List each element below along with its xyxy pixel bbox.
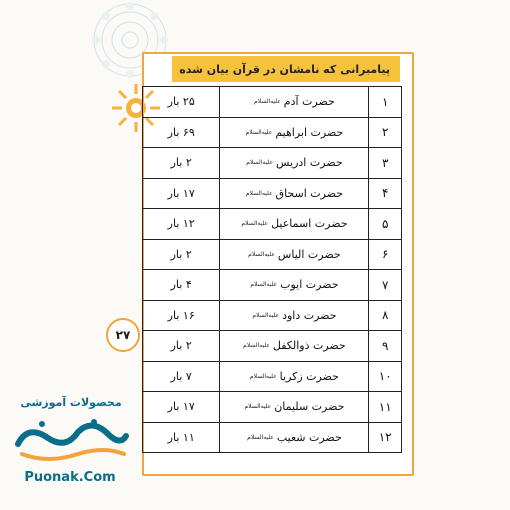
prophet-name: حضرت آدم [283,95,335,109]
honorific-mark: علیه‌السلام [245,189,273,197]
table-row [143,239,402,270]
mention-count: ۱۷ بار [143,178,220,209]
row-number: ۹ [369,331,402,362]
honorific-mark: علیه‌السلام [254,98,281,106]
honorific-mark: علیه‌السلام [246,159,273,167]
row-number: ۱ [369,87,402,118]
prophet-name: حضرت شعیب [276,430,342,444]
honorific-mark: علیه‌السلام [245,128,273,136]
prophet-name-wrap [250,278,338,291]
honorific-mark: علیه‌السلام [249,372,277,380]
prophet-name: حضرت سلیمان [274,400,345,414]
honorific-mark: علیه‌السلام [243,342,270,350]
prophet-name-wrap [244,400,344,413]
prophet-name-cell [220,117,369,148]
prophet-name-cell [220,178,369,209]
table-row [143,87,402,118]
honorific-mark: علیه‌السلام [241,220,269,228]
mention-count: ۱۷ بار [143,392,220,423]
prophet-name: حضرت ذوالکفل [272,339,346,353]
prophet-name-cell [220,361,369,392]
row-number: ۵ [369,209,402,240]
prophet-name: حضرت زکریا [279,369,339,383]
prophet-name: حضرت ایوب [280,278,339,292]
mention-count: ۲ بار [143,331,220,362]
mention-count: ۴ بار [143,270,220,301]
prophet-name-wrap [250,370,339,383]
prophet-name-cell [220,87,369,118]
row-number: ۳ [369,148,402,179]
brand-logo-icon [8,414,132,466]
row-number: ۸ [369,300,402,331]
prophet-name: حضرت اسماعیل [271,217,348,231]
table-row [143,209,402,240]
prophet-name-wrap [246,126,344,139]
mention-count: ۷ بار [143,361,220,392]
prophet-name-wrap [254,95,335,108]
prophet-name: حضرت داود [282,308,337,322]
row-number: ۴ [369,178,402,209]
prophet-name: حضرت ادریس [276,156,343,170]
prophet-name-cell [220,148,369,179]
mention-count: ۱۶ بار [143,300,220,331]
honorific-mark: علیه‌السلام [244,403,272,411]
table-row [143,300,402,331]
prophet-name-wrap [241,217,347,230]
prophet-name-cell [220,209,369,240]
table-row [143,270,402,301]
page-number: ۲۷ [106,318,140,352]
brand-url: Puonak.Com [24,470,116,485]
brand-watermark [0,390,140,500]
row-number: ۱۱ [369,392,402,423]
table-row [143,178,402,209]
prophets-table [142,86,402,453]
prophet-name-wrap [247,431,342,444]
mention-count: ۲۵ بار [143,87,220,118]
row-number: ۱۰ [369,361,402,392]
table-row [143,331,402,362]
table-row [143,148,402,179]
table-row [143,422,402,453]
honorific-mark: علیه‌السلام [252,311,280,319]
prophet-name-cell [220,239,369,270]
mention-count: ۶۹ بار [143,117,220,148]
honorific-mark: علیه‌السلام [250,281,278,289]
prophet-name-cell [220,392,369,423]
table-row [143,117,402,148]
prophet-name-cell [220,270,369,301]
mention-count: ۲ بار [143,239,220,270]
honorific-mark: علیه‌السلام [248,250,275,258]
prophet-name-cell [220,300,369,331]
table-row [143,361,402,392]
table-title: پیامبرانی که نامشان در قرآن بیان شده [172,56,400,82]
prophet-name-wrap [248,248,341,261]
prophet-name-wrap [243,339,346,352]
row-number: ۷ [369,270,402,301]
honorific-mark: علیه‌السلام [247,433,274,441]
mention-count: ۱۱ بار [143,422,220,453]
prophet-name-cell [220,422,369,453]
row-number: ۶ [369,239,402,270]
row-number: ۱۲ [369,422,402,453]
prophet-name-wrap [252,309,336,322]
prophet-name: حضرت اسحاق [275,186,344,200]
prophet-name: حضرت ابراهیم [275,125,344,139]
prophet-name-wrap [246,187,343,200]
mention-count: ۲ بار [143,148,220,179]
brand-tagline: محصولات آموزشی [20,396,122,409]
prophet-name-cell [220,331,369,362]
table-row [143,392,402,423]
row-number: ۲ [369,117,402,148]
prophet-name-wrap [246,156,342,169]
mention-count: ۱۲ بار [143,209,220,240]
prophet-name: حضرت الیاس [277,247,341,261]
